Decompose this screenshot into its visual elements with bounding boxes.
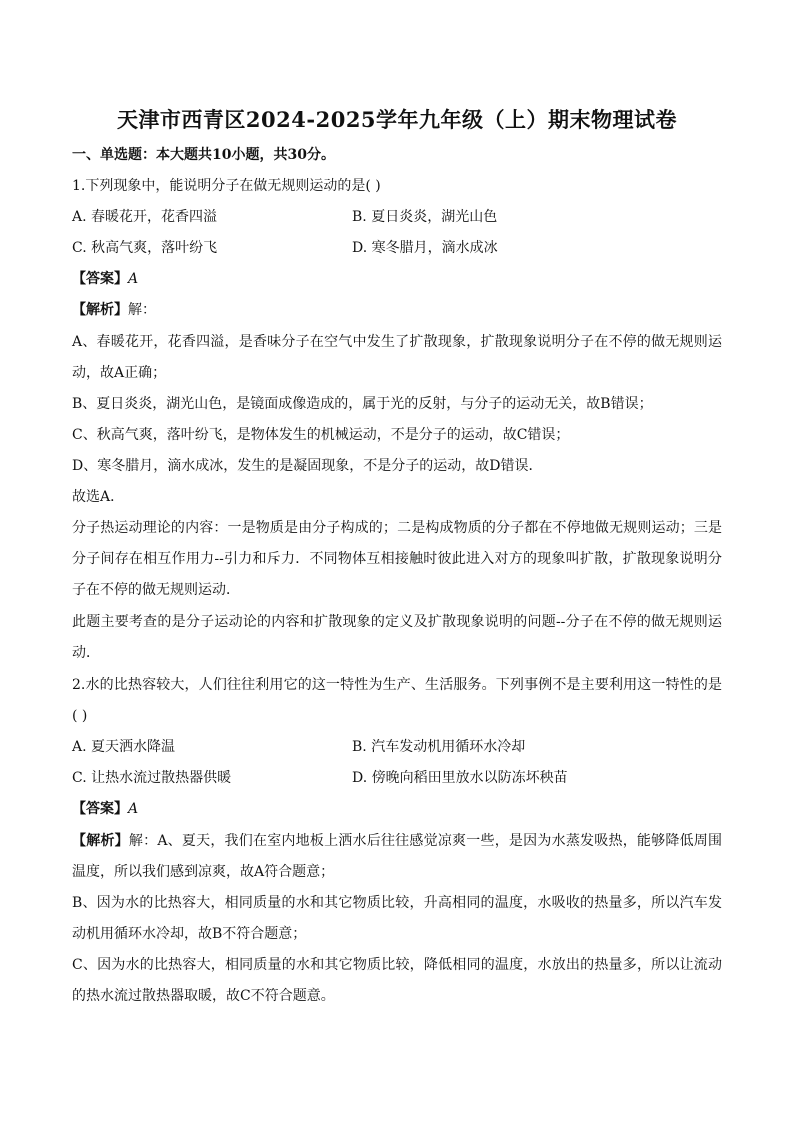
q1-option-d: D. 寒冬腊月，滴水成冰 — [352, 240, 498, 256]
q2-analysis-b-line1: B、因为水的比热容大，相同质量的水和其它物质比较，升高相同的温度，水吸收的热量多，所以汽车发 — [72, 895, 722, 911]
q2-option-c: C. 让热水流过散热器供暖 — [72, 770, 232, 786]
q1-answer — [72, 270, 722, 288]
q1-analysis-a-line1: A、春暖花开，花香四溢，是香味分子在空气中发生了扩散现象，扩散现象说明分子在不停的做无规则运 — [72, 334, 722, 350]
q1-comment-line1: 此题主要考查的是分子运动论的内容和扩散现象的定义及扩散现象说明的问题--分子在不停的做无规则运 — [72, 614, 722, 630]
answer-value: A — [128, 271, 139, 287]
q1-analysis-header — [72, 301, 722, 319]
q1-analysis-c: C、秋高气爽，落叶纷飞，是物体发生的机械运动，不是分子的运动，故C错误； — [72, 427, 570, 443]
q2-analysis-b-line2: 动机用循环水冷却，故B不符合题意； — [72, 926, 307, 942]
q1-stem: 1.下列现象中，能说明分子在做无规则运动的是( ) — [72, 178, 381, 194]
q2-stem-line1: 2.水的比热容较大，人们往往利用它的这一特性为生产、生活服务。下列事例不是主要利用这一特性的是 — [72, 677, 722, 693]
q1-comment-line2: 动． — [72, 645, 100, 661]
q1-analysis-d: D、寒冬腊月，滴水成冰，发生的是凝固现象，不是分子的运动，故D错误． — [72, 458, 543, 474]
q1-option-a: A. 春暖花开，花香四溢 — [72, 209, 218, 225]
page-title: 天津市西青区2024-2025学年九年级（上）期末物理试卷 — [116, 107, 678, 132]
q2-answer — [72, 800, 722, 818]
analysis-label: 【解析】 — [72, 833, 129, 849]
q2-stem-line2: ( ) — [72, 708, 88, 724]
q1-analysis-a-line2: 动，故A正确； — [72, 365, 167, 381]
analysis-label: 【解析】 — [72, 302, 128, 318]
analysis-intro: 解： — [128, 302, 156, 318]
q1-choose: 故选A． — [72, 489, 125, 505]
answer-label: 【答案】 — [72, 271, 128, 287]
answer-label: 【答案】 — [72, 801, 128, 817]
q1-option-c: C. 秋高气爽，落叶纷飞 — [72, 240, 218, 256]
q1-point-line3: 子在不停的做无规则运动． — [72, 582, 240, 598]
q2-option-b: B. 汽车发动机用循环水冷却 — [352, 739, 526, 755]
q2-analysis-line1 — [72, 832, 722, 850]
q1-point-line1: 分子热运动理论的内容：一是物质是由分子构成的；二是构成物质的分子都在不停地做无规则运动；三是 — [72, 520, 722, 536]
q2-analysis-a-line2: 温度，所以我们感到凉爽，故A符合题意； — [72, 864, 335, 880]
q1-analysis-b: B、夏日炎炎，湖光山色，是镜面成像造成的，属于光的反射，与分子的运动无关，故B错误； — [72, 396, 653, 412]
q2-analysis-c-line1: C、因为水的比热容大，相同质量的水和其它物质比较，降低相同的温度，水放出的热量多，所以让流动 — [72, 957, 722, 973]
q2-analysis-a-line1: 解：A、夏天，我们在室内地板上洒水后往往感觉凉爽一些，是因为水蒸发吸热，能够降低周围 — [128, 833, 723, 849]
q1-point-line2: 分子间存在相互作用力--引力和斥力．不同物体互相接触时彼此进入对方的现象叫扩散，扩散现象说明分 — [72, 551, 722, 567]
answer-value: A — [128, 801, 139, 817]
q2-option-d: D. 傍晚向稻田里放水以防冻坏秧苗 — [352, 770, 568, 786]
q2-option-a: A. 夏天洒水降温 — [72, 739, 176, 755]
q2-analysis-c-line2: 的热水流过散热器取暖，故C不符合题意。 — [72, 988, 335, 1004]
q1-option-b: B. 夏日炎炎，湖光山色 — [352, 209, 498, 225]
section-heading: 一、单选题：本大题共10小题，共30分。 — [72, 147, 335, 163]
